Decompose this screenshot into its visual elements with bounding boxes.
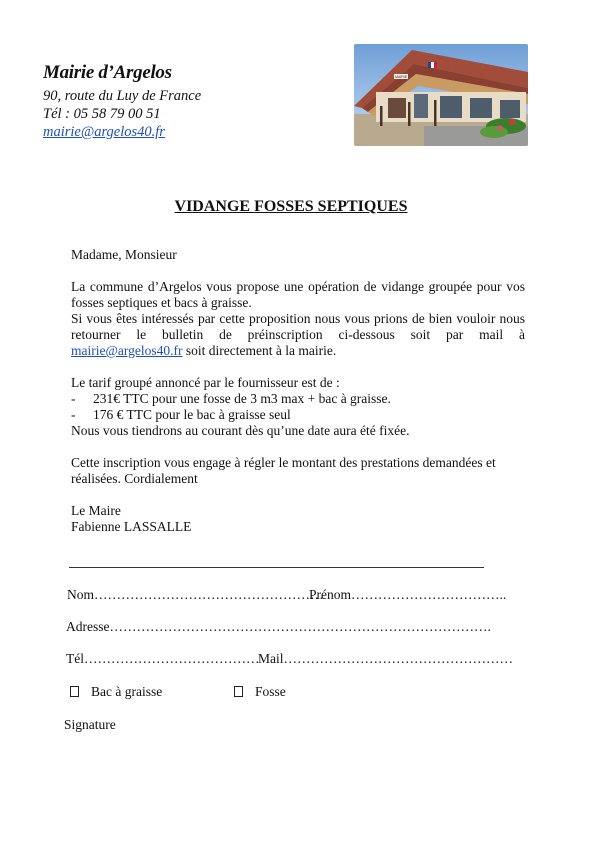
prenom-field[interactable]: Prénom…………………………….. (309, 587, 507, 602)
mairie-address: 90, route du Luy de France (43, 88, 202, 104)
intro-line-4: retourner le bulletin de préinscription ci-dessous soit par mail à (71, 327, 525, 342)
tarif-intro: Le tarif groupé annoncé par le fournisseur est de : (71, 375, 340, 390)
fosse-label: Fosse (255, 684, 286, 699)
fosse-option[interactable] (234, 684, 286, 700)
document-title: VIDANGE FOSSES SEPTIQUES (174, 198, 408, 215)
bullet-dash: - (71, 407, 76, 422)
mairie-name: Mairie d’Argelos (43, 62, 172, 83)
bullet-dash: - (71, 391, 76, 406)
intro-line-1: La commune d’Argelos vous propose une opération de vidange groupée pour vos (71, 279, 525, 294)
intro-line-3: Si vous êtes intéressés par cette proposition nous vous prions de bien vouloir nous (71, 311, 525, 326)
bac-option[interactable] (70, 684, 162, 700)
signer-role: Le Maire (71, 503, 121, 518)
form-separator (69, 567, 484, 568)
town-hall-illustration (354, 44, 528, 146)
bac-checkbox[interactable] (70, 686, 79, 697)
commitment-line-2: réalisées. Cordialement (71, 471, 198, 486)
email-link-text[interactable]: mairie@argelos40.fr (43, 124, 165, 140)
signer-name: Fabienne LASSALLE (71, 519, 192, 534)
mairie-sign: MAIRIE (394, 75, 408, 80)
bac-label: Bac à graisse (91, 684, 163, 699)
intro-line-5-tail: soit directement à la mairie. (182, 343, 337, 358)
tarif-item-2 (71, 407, 525, 423)
tarif-item-1-text: 231€ TTC pour une fosse de 3 m3 max + bac à graisse. (93, 391, 391, 406)
fosse-checkbox[interactable] (234, 686, 243, 697)
adresse-field[interactable]: Adresse…………………………………………………………………………. (66, 619, 491, 634)
mail-field[interactable]: Mail…………………………………………… (258, 651, 513, 666)
tarif-item-2-text: 176 € TTC pour le bac à graisse seul (93, 407, 291, 422)
intro-email-link[interactable]: mairie@argelos40.fr (71, 343, 183, 358)
town-hall-photo (354, 44, 528, 146)
tarif-outro: Nous vous tiendrons au courant dès qu’une date aura été fixée. (71, 423, 410, 438)
tel-field[interactable]: Tél………………………………… (66, 651, 260, 666)
tarif-item-1 (71, 391, 525, 407)
salutation: Madame, Monsieur (71, 247, 177, 262)
mairie-email-link[interactable] (43, 124, 165, 141)
mairie-phone: Tél : 05 58 79 00 51 (43, 106, 161, 122)
signature-field[interactable]: Signature (64, 717, 116, 732)
commitment-line-1: Cette inscription vous engage à régler le montant des prestations demandées et (71, 455, 496, 470)
intro-line-5 (71, 343, 525, 359)
nom-field[interactable]: Nom…………………………………………… (67, 587, 324, 602)
intro-line-2: fosses septiques et bacs à graisse. (71, 295, 252, 310)
